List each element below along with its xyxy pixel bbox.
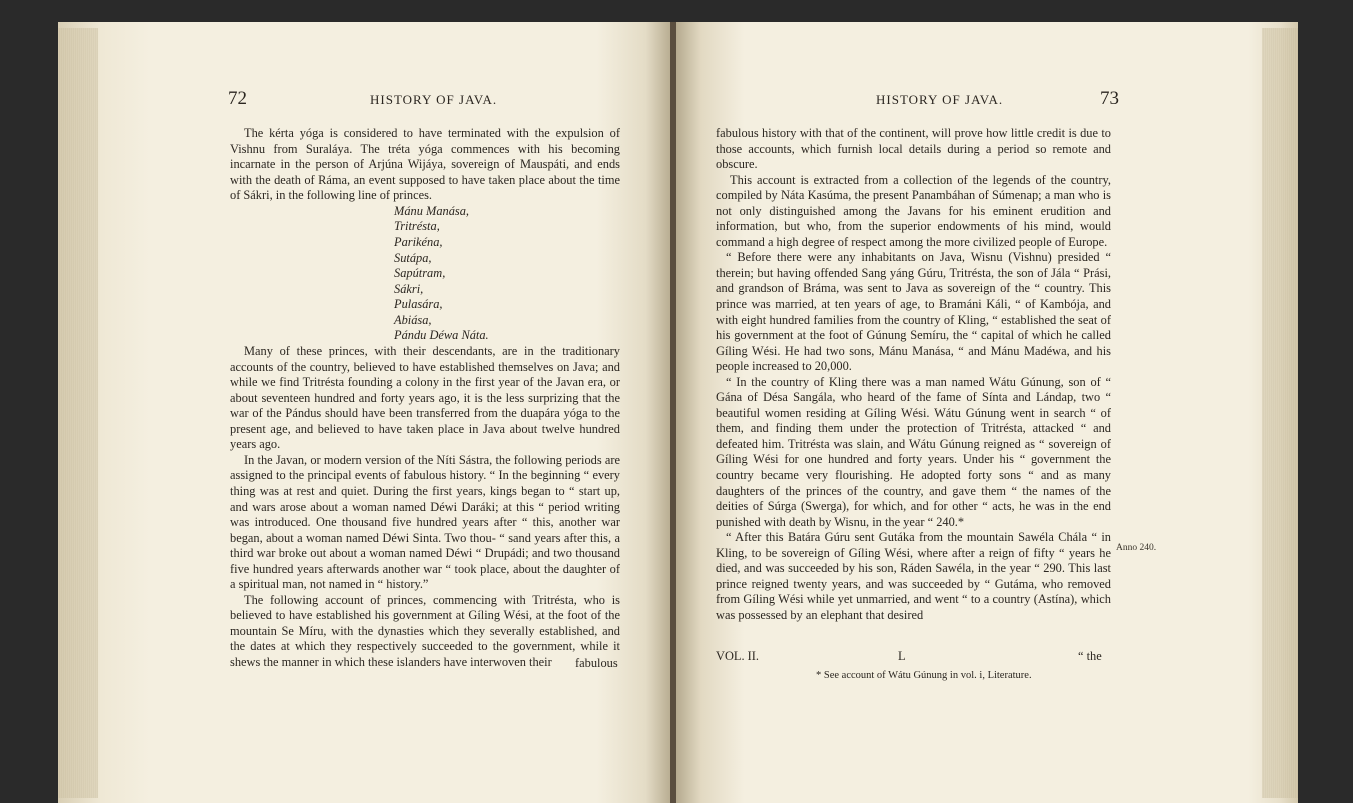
right-page-number: 73 <box>1100 88 1119 109</box>
right-paragraph-3: “ Before there were any inhabitants on Java, Wisnu (Vishnu) presided “ therein; but having offended Sang yáng Gúru, Tritrésta, the son of Jála “ Prási, and grandson of Bráma, was sent to Java as sovereign of the “ country. This prince was married, at ten years of age, to Bramáni Káli, “ of Kambója, and with eight hundred families from the country of Kling, “ established the seat of his government at the foot of Gúnung Semíru, the “ capital of which he called Gíling Wési. He had two sons, Mánu Manása, “ and Mánu Madéwa, and his people increased to 20,000. <box>716 250 1111 374</box>
left-page-body <box>230 126 620 671</box>
page-edges-right <box>1262 28 1298 798</box>
right-page <box>676 22 1298 803</box>
right-paragraph-2: This account is extracted from a collection of the legends of the country, compiled by Náta Kasúma, the present Panambáhan of Súmenap; a man who is not only distinguished among the Javans for his eminent erudition and information, but who, from the superior endowments of his mind, would command a high degree of respect among the more civilized people of Europe. <box>716 172 1111 249</box>
right-catchword: “ the <box>1078 649 1102 663</box>
prince-name: Pándu Déwa Náta. <box>394 328 489 343</box>
left-running-head: HISTORY OF JAVA. <box>370 92 498 107</box>
page-edges-left <box>58 28 98 798</box>
prince-name: Mánu Manása, <box>394 203 470 218</box>
left-catchword: fabulous <box>575 656 618 670</box>
right-paragraph-5: “ After this Batára Gúru sent Gutáka from the mountain Sawéla Chála “ in Kling, to be sovereign of Gíling Wési, where after a reign of fifty “ years he died, and was succeeded by his son, Ráden Sawéla, in the year “ 290. This last prince reigned twenty years, and was succeeded by “ Gutáma, who removed from Gíling Wési while yet unmarried, and went “ to a country (Astína), which was possessed by an elephant that desired <box>716 530 1111 622</box>
left-paragraph-1: The kérta yóga is considered to have terminated with the expulsion of Vishnu from Suraláya. The tréta yóga commences with his becoming incarnate in the person of Arjúna Wijáya, sovereign of Mauspáti, and ends with the death of Ráma, an event supposed to have taken place about the time of Sákri, in the following line of princes. <box>230 126 620 203</box>
left-paragraph-2: Many of these princes, with their descendants, are in the traditionary accounts of the country, believed to have established themselves on Java; and while we find Tritrésta founding a colony in the first year of the Javan era, or about seventeen hundred and forty years ago, it is the less surprizing that the war of the Pándus should have been transferred from the duapára yóga to the present age, and believed to have taken place in Java about twelve hundred years ago. <box>230 344 620 452</box>
right-running-head: HISTORY OF JAVA. <box>876 92 1004 107</box>
right-paragraph-1: fabulous history with that of the continent, will prove how little credit is due to those accounts, which furnish local details during a period so remote and obscure. <box>716 126 1111 172</box>
prince-name: Tritrésta, <box>394 219 440 234</box>
prince-name: Abiása, <box>394 312 432 327</box>
prince-name: Parikéna, <box>394 234 443 249</box>
footnote: * See account of Wátu Gúnung in vol. i, Literature. <box>816 670 1032 681</box>
open-book <box>58 22 1298 803</box>
prince-name: Sákri, <box>394 281 424 296</box>
signature-volume: VOL. II. <box>716 649 760 663</box>
prince-name: Sapútram, <box>394 266 446 281</box>
left-paragraph-4: The following account of princes, commencing with Tritrésta, who is believed to have established his government at Gíling Wési, at the foot of the mountain Se Míru, with the dynasties which they severally established, and the dates at which they respectively succeeded to the government, while it shews the manner in which these islanders have interwoven their <box>230 592 620 670</box>
princes-list <box>394 204 620 344</box>
right-page-body <box>716 126 1111 624</box>
left-page-number: 72 <box>228 88 247 109</box>
right-paragraph-4: “ In the country of Kling there was a man named Wátu Gúnung, son of “ Gána of Désa Sangála, who heard of the fame of Sínta and Lándap, two “ beautiful women residing at Gíling Wési. Wátu Gúnung went in search “ of them, and finding them under the protection of Tritrésta, attacked “ and defeated him. Tritrésta was slain, and Wátu Gúnung reigned as “ sovereign of Gíling Wési for one hundred and forty years. Under his “ government the country became very flourishing. He adopted forty sons “ and as many daughters of the princes of the country, and gave them “ the names of the deities of Súrga (Swerga), for which, and for other “ acts, he was in the end punished with death by Wisnu, in the year “ 240.* <box>716 374 1111 529</box>
left-paragraph-3: In the Javan, or modern version of the Níti Sástra, the following periods are assigned to the principal events of fabulous history. “ In the beginning “ every thing was at rest and quiet. During the first years, kings began to “ start up, and wars arose about a woman named Déwi Daráki; at this “ period writing was introduced. One thousand five hundred years after “ this, another war began, about a woman named Déwi Sinta. Two thou- “ sand years after this, a third war broke out about a woman named Déwi “ Drupádi; and two thousand five hundred years afterwards another war “ took place, about the daughter of a spiritual man, not named in “ history.” <box>230 452 620 592</box>
margin-note-anno: Anno 240. <box>1116 543 1157 553</box>
signature-letter: L <box>898 649 906 663</box>
prince-name: Pulasára, <box>394 297 443 312</box>
left-page <box>58 22 670 803</box>
prince-name: Sutápa, <box>394 250 432 265</box>
